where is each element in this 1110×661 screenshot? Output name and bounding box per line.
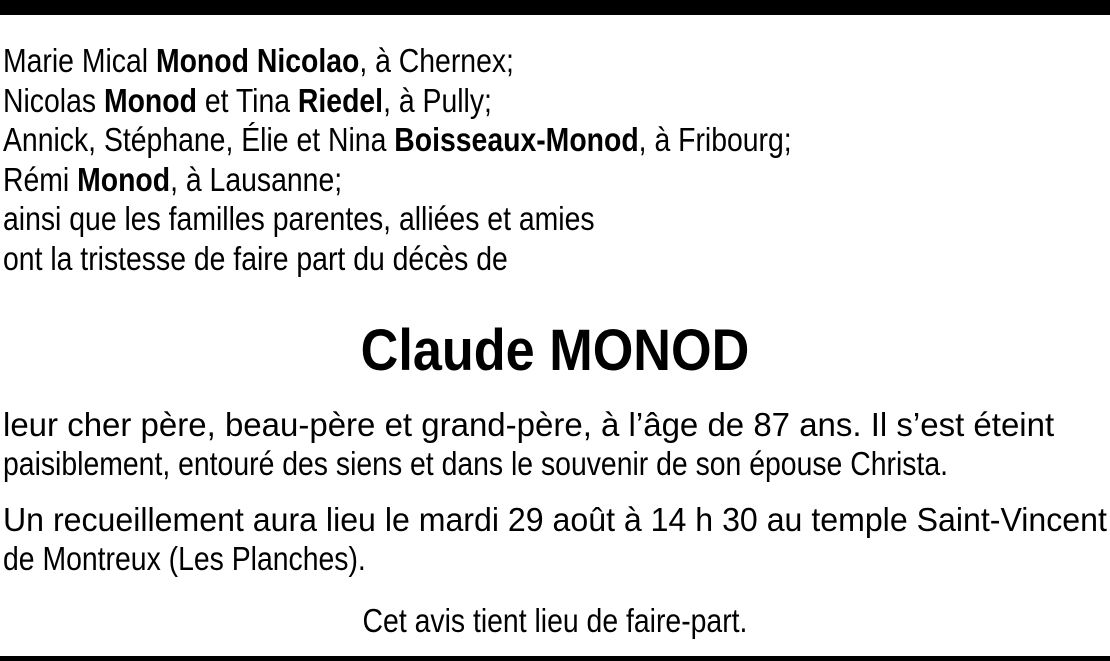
family-line-place: , à Fribourg; [638,121,792,159]
tribute-paragraph [3,405,1107,483]
family-line-text: Annick, Stéphane, Élie et Nina [3,121,395,159]
paragraph-line: paisiblement, entouré des siens et dans le souvenir de son épouse Christa. [3,445,949,482]
family-line-place: , à Lausanne; [170,160,343,198]
family-line [3,120,952,160]
paragraph-line: leur cher père, beau-père et grand-père, à l’âge de 87 ans. Il s’est éteint [3,406,1055,443]
family-line-place: , à Chernex; [359,42,514,79]
family-line [3,81,952,121]
top-rule [0,0,1110,15]
family-name: Monod Nicolao [155,42,360,79]
family-line-text: ont la tristesse de faire part du décès de [3,239,508,277]
family-line [3,160,952,200]
family-name: Monod [103,81,197,119]
family-name: Riedel [297,81,384,119]
death-notice [3,41,1107,639]
family-line [3,239,952,279]
family-line-place: , à Pully; [383,81,492,119]
ceremony-paragraph [3,500,1107,578]
family-line [3,199,952,239]
family-line-text: et Tina [196,81,298,119]
deceased-name: Claude MONOD [360,318,750,383]
paragraph-line: de Montreux (Les Planches). [3,540,366,577]
family-name: Boisseaux-Monod [394,121,639,159]
family-line-text: Rémi [3,160,78,198]
family-list [3,41,952,279]
family-line-text: Marie Mical [3,42,156,79]
bottom-rule [0,656,1110,661]
family-line-text: ainsi que les familles parentes, alliées et amies [3,200,595,238]
family-name: Monod [77,160,171,198]
closing-line: Cet avis tient lieu de faire-part. [362,602,748,639]
family-line [3,41,952,81]
family-line-text: Nicolas [3,81,104,119]
paragraph-line: Un recueillement aura lieu le mardi 29 août à 14 h 30 au temple Saint-Vincent [3,501,1107,538]
